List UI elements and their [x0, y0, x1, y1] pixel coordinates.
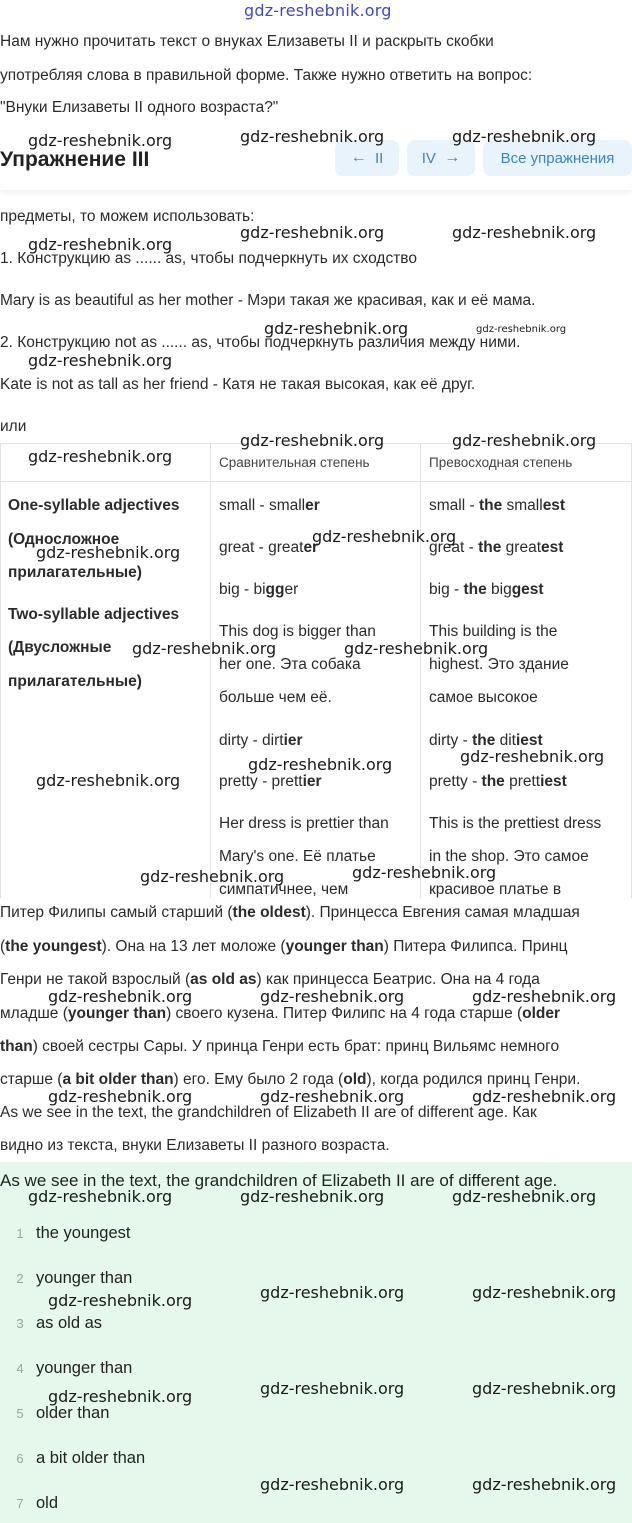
intro-line-1: Нам нужно прочитать текст о внуках Елизаветы II и раскрыть скобки: [0, 33, 494, 50]
watermark: gdz-reshebnik.org: [248, 755, 393, 774]
prev-exercise-label: II: [375, 149, 384, 167]
category-one-syllable-ru-2: прилагательные): [8, 564, 142, 581]
watermark: gdz-reshebnik.org: [476, 324, 567, 335]
body-line-2: 1. Конструкцию as ...... as, чтобы подчеркнуть их сходство: [0, 250, 417, 267]
table-col-divider-2: [420, 443, 421, 898]
superlative-dirty: dirty - the ditiest: [429, 732, 543, 749]
superlative-example-2b: in the shop. Это самое: [429, 848, 589, 865]
watermark: gdz-reshebnik.org: [352, 863, 497, 882]
superlative-great: great - the greatest: [429, 539, 564, 556]
item-number: 6: [16, 1451, 24, 1466]
watermark: gdz-reshebnik.org: [260, 1475, 405, 1494]
watermark: gdz-reshebnik.org: [28, 131, 173, 150]
watermark: gdz-reshebnik.org: [452, 127, 597, 146]
comparative-big: big - bigger: [219, 581, 299, 598]
watermark: gdz-reshebnik.org: [260, 1379, 405, 1398]
item-text: younger than: [36, 1359, 133, 1377]
watermark: gdz-reshebnik.org: [132, 639, 277, 658]
category-one-syllable: One-syllable adjectives: [8, 497, 180, 514]
body-line-3: Mary is as beautiful as her mother - Мэри такая же красивая, как и её мама.: [0, 292, 536, 309]
watermark: gdz-reshebnik.org: [140, 867, 285, 886]
watermark: gdz-reshebnik.org: [260, 1283, 405, 1302]
watermark: gdz-reshebnik.org: [36, 543, 181, 562]
table-header-divider: [0, 481, 632, 482]
comparative-example-1: This dog is bigger than: [219, 623, 376, 640]
watermark: gdz-reshebnik.org: [260, 1087, 405, 1106]
superlative-example-1c: самое высокое: [429, 689, 538, 706]
watermark: gdz-reshebnik.org: [240, 1187, 385, 1206]
watermark: gdz-reshebnik.org: [312, 527, 457, 546]
comparative-great: great - greater: [219, 539, 319, 556]
watermark: gdz-reshebnik.org: [48, 1387, 193, 1406]
answer-block: [0, 1162, 632, 1523]
item-number: 3: [16, 1316, 24, 1331]
translation-line-6: старше (a bit older than) его. Ему было 2 года (old), когда родился принц Генри.: [0, 1071, 581, 1088]
translation-line-7: As we see in the text, the grandchildren of Elizabeth II are of different age. Как: [0, 1104, 537, 1121]
item-text: a bit older than: [36, 1449, 146, 1467]
watermark: gdz-reshebnik.org: [28, 351, 173, 370]
comparative-pretty: pretty - prettier: [219, 773, 322, 790]
intro-line-3: "Внуки Елизаветы II одного возраста?": [0, 99, 279, 116]
watermark: gdz-reshebnik.org: [240, 127, 385, 146]
body-line-5: Kate is not as tall as her friend - Катя не такая высокая, как её друг.: [0, 376, 476, 393]
item-text: old: [36, 1494, 59, 1512]
all-exercises-button[interactable]: Все упражнения: [483, 140, 632, 176]
superlative-example-1: This building is the: [429, 623, 558, 640]
table-header-comparative: Сравнительная степень: [219, 455, 370, 470]
category-two-syllable-ru-2: прилагательные): [8, 673, 142, 690]
watermark: gdz-reshebnik.org: [240, 223, 385, 242]
watermark: gdz-reshebnik.org: [472, 1283, 617, 1302]
watermark: gdz-reshebnik.org: [48, 1291, 193, 1310]
next-exercise-label: IV: [421, 149, 436, 167]
watermark: gdz-reshebnik.org: [344, 639, 489, 658]
page-title: Упражнение III: [0, 148, 150, 171]
watermark: gdz-reshebnik.org: [244, 1, 392, 20]
watermark: gdz-reshebnik.org: [472, 1475, 617, 1494]
comparison-table: [0, 443, 632, 898]
superlative-big: big - the biggest: [429, 581, 544, 598]
table-header-superlative: Превосходная степень: [429, 455, 573, 470]
item-text: as old as: [36, 1314, 103, 1332]
category-two-syllable-ru: (Двусложные: [8, 639, 112, 656]
watermark: gdz-reshebnik.org: [472, 1087, 617, 1106]
comparative-small: small - smaller: [219, 497, 320, 514]
translation-line-2: (the youngest). Она на 13 лет моложе (younger than) Питера Филипса. Принц: [0, 938, 568, 955]
arrow-right-icon: →: [444, 149, 461, 166]
superlative-example-1b: highest. Это здание: [429, 656, 569, 673]
item-text: the youngest: [36, 1224, 131, 1242]
intro-line-2: употребляя слова в правильной форме. Также нужно ответить на вопрос:: [0, 67, 533, 84]
comparative-example-2: Her dress is prettier than: [219, 815, 389, 832]
translation-line-3: Генри не такой взрослый (as old as) как принцесса Беатрис. Она на 4 года: [0, 971, 540, 988]
comparative-example-2c: симпатичнее, чем: [219, 881, 349, 898]
watermark: gdz-reshebnik.org: [28, 1187, 173, 1206]
watermark: gdz-reshebnik.org: [452, 1187, 597, 1206]
watermark: gdz-reshebnik.org: [472, 1379, 617, 1398]
item-number: 5: [16, 1406, 24, 1421]
body-line-4: 2. Конструкцию not as ...... as, чтобы подчеркнуть различия между ними.: [0, 334, 521, 351]
comparative-dirty: dirty - dirtier: [219, 732, 303, 749]
item-number: 4: [16, 1361, 24, 1376]
superlative-pretty: pretty - the prettiest: [429, 773, 567, 790]
comparative-example-2b: Mary's one. Её платье: [219, 848, 376, 865]
item-number: 2: [16, 1271, 24, 1286]
category-one-syllable-ru: (Односложное: [8, 531, 120, 548]
watermark: gdz-reshebnik.org: [452, 431, 597, 450]
item-text: younger than: [36, 1269, 133, 1287]
comparative-example-1c: больше чем её.: [219, 689, 332, 706]
item-number: 7: [16, 1496, 24, 1511]
translation-line-1: Питер Филипы самый старший (the oldest). Принцесса Евгения самая младшая: [0, 904, 580, 921]
item-text: older than: [36, 1404, 110, 1422]
table-col-divider-1: [210, 443, 211, 898]
watermark: gdz-reshebnik.org: [264, 319, 409, 338]
translation-line-8: видно из текста, внуки Елизаветы II разного возраста.: [0, 1137, 390, 1154]
arrow-left-icon: ←: [350, 149, 367, 166]
category-two-syllable: Two-syllable adjectives: [8, 606, 180, 623]
watermark: gdz-reshebnik.org: [48, 1087, 193, 1106]
item-number: 1: [16, 1226, 24, 1241]
superlative-example-2: This is the prettiest dress: [429, 815, 602, 832]
watermark: gdz-reshebnik.org: [28, 235, 173, 254]
watermark: gdz-reshebnik.org: [240, 431, 385, 450]
watermark: gdz-reshebnik.org: [472, 987, 617, 1006]
superlative-small: small - the smallest: [429, 497, 566, 514]
body-line-6: или: [0, 418, 27, 435]
watermark: gdz-reshebnik.org: [260, 987, 405, 1006]
watermark: gdz-reshebnik.org: [452, 223, 597, 242]
superlative-example-2c: красивое платье в: [429, 881, 562, 898]
watermark: gdz-reshebnik.org: [48, 987, 193, 1006]
comparative-example-1b: her one. Эта собака: [219, 656, 361, 673]
watermark: gdz-reshebnik.org: [28, 447, 173, 466]
translation-line-4: младше (younger than) своего кузена. Питер Филипс на 4 года старше (older: [0, 1005, 561, 1022]
translation-line-5: than) своей сестры Сары. У принца Генри есть брат: принц Вильямс немного: [0, 1038, 560, 1055]
body-line-1: предметы, то можем использовать:: [0, 208, 255, 225]
answer-heading: As we see in the text, the grandchildren of Elizabeth II are of different age.: [0, 1171, 558, 1190]
watermark: gdz-reshebnik.org: [36, 771, 181, 790]
table-border-left: [0, 443, 1, 898]
watermark: gdz-reshebnik.org: [460, 747, 605, 766]
